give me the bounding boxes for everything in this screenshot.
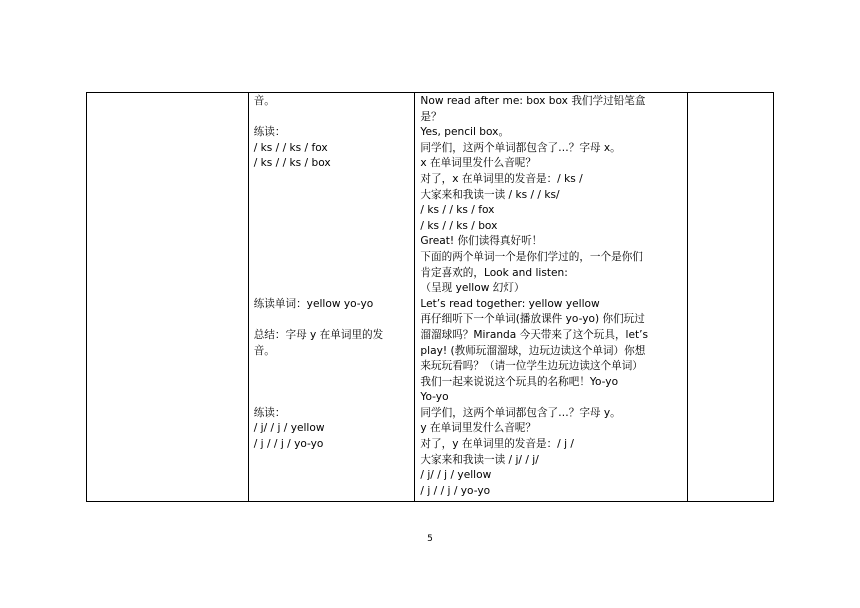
student-text-line: 练读： (253, 406, 286, 419)
student-text-line: / ks / / ks / box (253, 157, 331, 170)
student-text-line (254, 234, 410, 250)
teacher-text-line: 大家来和我读一读 / ks / / ks/ (420, 188, 560, 201)
student-text-line (254, 203, 410, 219)
teacher-text-line: 溜溜球吗？Miranda 今天带来了这个玩具，let’s (420, 328, 649, 341)
teacher-text-line: 对了，y 在单词里的发音是：/ j / (420, 438, 574, 451)
teacher-text-line: Let’s read together: yellow yellow (420, 297, 600, 310)
page-number: 5 (427, 534, 433, 544)
teacher-text-line: （呈现 yellow 幻灯） (420, 282, 525, 295)
teacher-text-line: Yo-yo (420, 391, 449, 404)
student-text-line: / j / / j / yo-yo (253, 438, 324, 451)
student-text-line (254, 281, 410, 297)
lesson-plan-table (86, 92, 774, 502)
teacher-text-line: 大家来和我读一读 / j/ / j/ (420, 453, 539, 466)
empty-column-left (87, 93, 249, 502)
empty-column-right (687, 93, 773, 502)
table-row (87, 93, 774, 502)
student-text-line: 总结：字母 y 在单词里的发 (253, 328, 384, 341)
student-text-line: / ks / / ks / fox (253, 141, 328, 154)
teacher-text-line: y 在单词里发什么音呢？ (420, 422, 536, 435)
student-activity-cell (248, 93, 415, 502)
teacher-text-line: 肯定喜欢的，Look and listen: (420, 266, 568, 279)
teacher-text-line: 对了，x 在单词里的发音是：/ ks / (420, 172, 583, 185)
student-text-line (254, 188, 410, 204)
student-text-line (254, 312, 410, 328)
teacher-text-line: 是？ (420, 110, 442, 123)
student-text-line (254, 172, 410, 188)
student-text-line: 音。 (253, 95, 275, 107)
student-text-line (254, 375, 410, 391)
teacher-text-line: / ks / / ks / fox (420, 204, 495, 217)
teacher-text-line: x 在单词里发什么音呢？ (420, 157, 536, 170)
teacher-text-line: 同学们，这两个单词都包含了…？字母 x。 (420, 141, 621, 154)
teacher-text-line: / j / / j / yo-yo (420, 484, 491, 497)
teacher-text-line: play! (教师玩溜溜球，边玩边读这个单词）你想 (420, 344, 646, 357)
student-text-line (254, 110, 410, 126)
student-text-line (254, 219, 410, 235)
teacher-text-line: 我们一起来说说这个玩具的名称吧！Yo-yo (420, 375, 619, 388)
teacher-text-line: 下面的两个单词一个是你们学过的，一个是你们 (420, 250, 643, 263)
teacher-text-line: 再仔细听下一个单词(播放课件 yo-yo) 你们玩过 (420, 313, 645, 326)
student-text-line: 练读： (253, 126, 286, 139)
teacher-text-line: 来玩玩看吗？（请一位学生边玩边读这个单词） (420, 360, 643, 373)
teacher-text-line: Great! 你们读得真好听！ (420, 235, 543, 248)
teacher-text-line: / j/ / j / yellow (420, 469, 492, 482)
teacher-text-line: Yes, pencil box。 (420, 126, 510, 139)
student-text-line: / j/ / j / yellow (253, 422, 325, 435)
student-text-line (254, 390, 410, 406)
student-text-line: 练读单词：yellow yo-yo (253, 297, 374, 310)
teacher-text-line: 同学们，这两个单词都包含了…？字母 y。 (420, 406, 621, 419)
student-text-line (254, 359, 410, 375)
student-text-line: 音。 (253, 344, 275, 357)
teacher-text-line: / ks / / ks / box (420, 219, 498, 232)
teacher-text-line: Now read after me: box box 我们学过铅笔盒 (420, 95, 646, 107)
student-text-line (254, 266, 410, 282)
teacher-activity-cell (415, 93, 687, 502)
student-text-line (254, 250, 410, 266)
